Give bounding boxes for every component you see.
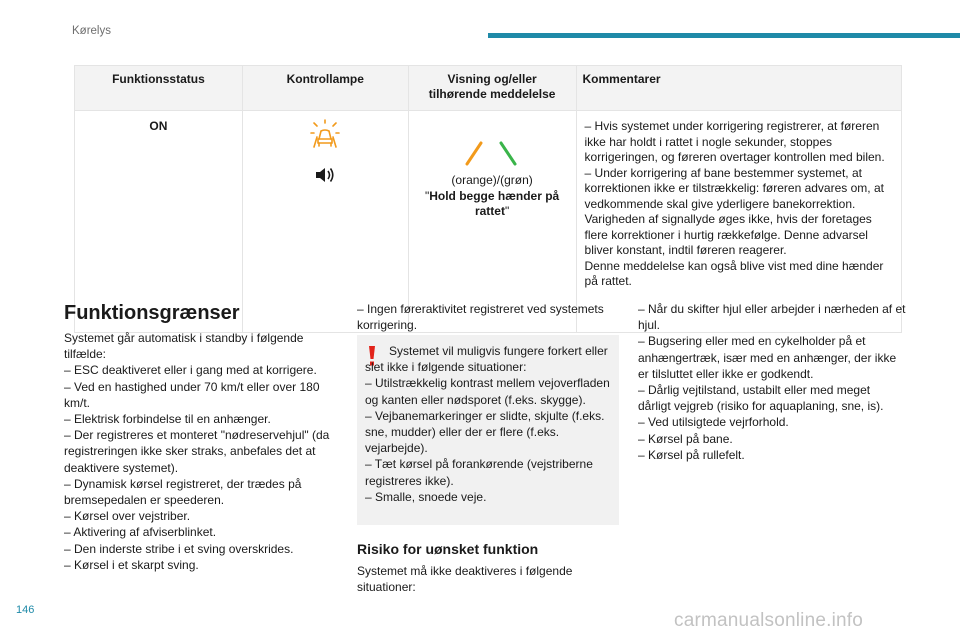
warning-text — [365, 343, 615, 505]
display-text — [417, 173, 568, 220]
column-3-text: – Når du skifter hjul eller arbejder i nærheden af et hjul. – Bugsering eller med en cykelholder på et anhængertræk, især med en anhænger, der ikke er tilsluttet eller ikke er godkendt. – Dårlig vejtilstand, ustabilt eller med meget dårligt vejgreb (risiko for aquaplaning, sne, is). – Ved utilsigtede vejrforhold. – Kørsel på bane. – Kørsel på rullefelt. — [638, 302, 906, 462]
table-row — [75, 111, 902, 333]
status-cell — [75, 111, 243, 333]
page-number: 146 — [16, 604, 35, 616]
comment-cell — [576, 111, 901, 333]
watermark: carmanualsonline.info — [674, 610, 864, 631]
lane-assist-warning-icon — [310, 119, 340, 149]
column-1-text: Systemet går automatisk i standby i følgende tilfælde: – ESC deaktiveret eller i gang med at korrigere. – Ved en hastighed under 70 km/t eller over 180 km/t. – Elektrisk forbindelse til en anhænger. – Der registreres et monteret "nødreservehjul" (da registreringen ikke sker straks, anbefales det at deaktivere systemet). – Dynamisk kørsel registreret, der trædes på bremsepedalen er speederen. – Kørsel over vejstriber. – Aktivering af afviserblinket. – Den inderste stribe i et sving overskrides. – Kørsel i et skarpt sving. — [64, 331, 330, 572]
lamp-cell — [242, 111, 408, 333]
header-visning — [408, 66, 576, 111]
table-header-row — [75, 66, 902, 111]
column-2b-text: Systemet må ikke deaktiveres i følgende situationer: — [357, 564, 573, 595]
speaker-sound-icon — [314, 165, 336, 185]
warning-bullets: – Utilstrækkelig kontrast mellem vejoverfladen og kanten eller nødsporet (f.eks. skygge). – Vejbanemarkeringer er slidte, skjulte (f.eks. sne, mudder) eller der er flere (f.eks. vejarbejde). – Tæt kørsel på forankørende (vejstriberne registreres ikke). – Smalle, snoede veje. — [365, 376, 610, 504]
header-kontrollampe: Kontrollampe — [242, 66, 408, 111]
column-2-text: – Ingen føreraktivitet registreret ved systemets korrigering. — [357, 302, 604, 333]
display-caption: (orange)/(grøn) — [451, 173, 533, 187]
header-funktionsstatus: Funktionsstatus — [75, 66, 243, 111]
warning-box — [357, 335, 619, 525]
warning-intro: Systemet vil muligvis fungere forkert eller slet ikke i følgende situationer: — [365, 344, 608, 375]
status-value: ON — [149, 119, 168, 133]
section-title: Kørelys — [72, 25, 111, 37]
header-kommentarer: Kommentarer — [576, 66, 901, 111]
heading-funktionsgraenser: Funktionsgrænser — [64, 302, 240, 324]
lane-lines-icon — [457, 137, 527, 167]
header-accent-bar — [488, 33, 960, 38]
display-cell — [408, 111, 576, 333]
function-status-table — [74, 65, 902, 333]
heading-risiko: Risiko for uønsket funktion — [357, 541, 539, 557]
display-message: "Hold begge hænder på rattet" — [424, 188, 560, 218]
header-visning-text: Visning og/eller tilhørende meddelelse — [428, 72, 556, 101]
comment-text: – Hvis systemet under korrigering registrerer, at føreren ikke har holdt i rattet i nogle sekunder, stoppes korrigeringen, og føreren overtager kontrollen med bilen. – Under korrigering af bane bestemmer systemet, at korrektionen ikke er tilstrækkelig: føreren advares om, at vedkommende skal give yderligere banekorrektion. Varigheden af signallyde øges ikke, hvis der foretages flere korrektioner i hurtig rækkefølge. Denne advarsel bliver konstant, indtil føreren reagerer. Denne meddelelse kan også blive vist med dine hænder på rattet. — [584, 119, 885, 288]
